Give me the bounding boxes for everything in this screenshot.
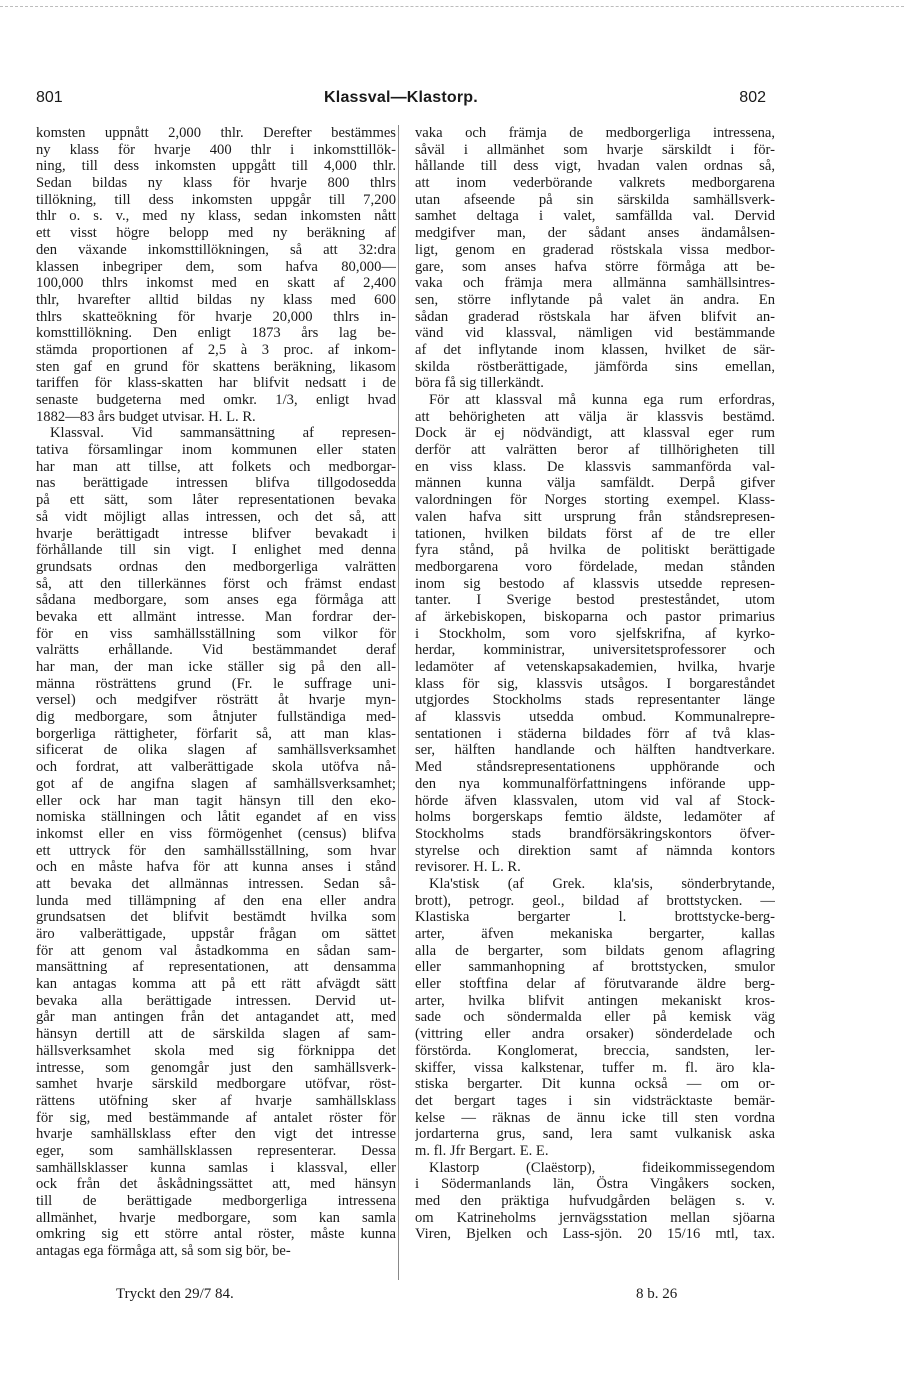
text-line: m. fl. Jfr Bergart. E. E. xyxy=(415,1142,549,1159)
text-line: klass för sig, klassvis utsågos. I borgareståndet xyxy=(415,675,775,692)
text-line: valordningen för Norges storting exempel. Klass- xyxy=(415,492,775,509)
text-line: för att genom val åstadkomma en sådan sam- xyxy=(36,942,396,959)
text-line: utan afseende på sin särskilda samhällsverk- xyxy=(415,191,775,208)
text-line: för en viss samhällsställning som vilkor för xyxy=(36,625,396,642)
text-line: grundsatsen det blifvit bestämdt hvilka som xyxy=(36,909,396,926)
page-number-left: 801 xyxy=(36,89,63,106)
text-line: Sedan bildas ny klass för hvarje 800 thlrs xyxy=(36,175,396,192)
text-line: thlr o. s. v., med ny klass, sedan inkomsten nått xyxy=(36,208,396,225)
text-line: den växande inkomsttillökningen, så att 32:dra xyxy=(36,241,396,258)
top-edge-rule xyxy=(0,6,904,7)
text-line: i Stockholm, som voro sjelfskrifna, af kyrko- xyxy=(415,625,775,642)
text-line: omkring sig ett större antal röster, måste kunna xyxy=(36,1226,396,1243)
text-line: jordarterna grus, sand, lera samt vulkanisk aska xyxy=(415,1126,775,1143)
text-line: äro valberättigade, uppstår frågan om sättet xyxy=(36,926,396,942)
text-line: Med ståndsrepresentationens upphörande och xyxy=(415,759,775,776)
left-column xyxy=(36,125,396,1260)
text-line: intresse, som genomgår just den samhällsverk- xyxy=(36,1059,396,1076)
text-line: antagas ega förmåga att, så som sig bör, be- xyxy=(36,1243,291,1260)
text-line: ser, hälften handlande och hälften handtverkare. xyxy=(415,742,775,759)
text-line: arter, äfven mekaniska bergarter, kallas xyxy=(415,926,775,942)
text-line: samhällsklasser kunna samlas i klassval, eller xyxy=(36,1159,396,1176)
text-line: 1882—83 års budget utvisar. H. L. R. xyxy=(36,408,256,425)
page-number-right: 802 xyxy=(739,89,766,106)
text-line: inom sig bestodo af klassvis utsedde represen- xyxy=(415,575,775,592)
text-line: herdar, komministrar, universitetsprofessorer och xyxy=(415,642,775,659)
text-line: männen kunna välja samfäldt. Derpå gifver xyxy=(415,475,775,492)
text-line: stiska bergarter. Dit kunna också — om or- xyxy=(415,1076,775,1093)
text-line: arter, hvilka blifvit antingen mekaniskt kros- xyxy=(415,992,775,1009)
text-line: så, att den tillerkännes först och främst endast xyxy=(36,575,396,592)
text-line: holms borgerskaps femtio äldste, ledamöter af xyxy=(415,809,775,826)
running-title: Klassval—Klastorp. xyxy=(324,89,478,106)
text-line: i Södermanlands län, Östra Vingåkers socken, xyxy=(415,1176,775,1193)
text-line: utgjordes Stockholms stads representanter länge xyxy=(415,692,775,709)
page-header xyxy=(36,89,766,111)
text-line: så vidt möjligt allas intressen, och det så, att xyxy=(36,508,396,525)
text-line: att behörigheten att välja är klassvis bestämd. xyxy=(415,408,775,425)
sheet-signature: 8 b. 26 xyxy=(636,1286,678,1302)
text-line: bevaka ett allmänt intresse. Man fordrar der- xyxy=(36,608,396,625)
text-line: ledamöter af vetenskapsakademien, hvilka, hvarje xyxy=(415,659,775,675)
text-line: Klastiska bergarter l. brottstycke-berg- xyxy=(415,909,775,926)
text-line: ning, till dess inkomsten uppgått till 4,000 thlr. xyxy=(36,158,396,175)
text-line: om Katrineholms jernvägsstation mellan sjöarna xyxy=(415,1209,775,1226)
text-line: thlr, hvarefter alltid bildas ny klass med 600 xyxy=(36,291,396,308)
text-line: nomiska ställningen och låtit egandet af en viss xyxy=(36,809,396,826)
text-line: vänd vid klassval, nämligen vid bestämmande xyxy=(415,325,775,342)
text-line: brott), petrogr. geol., bildad af brottstycken. — xyxy=(415,892,775,909)
text-line: sådan graderad röstskala har äfven blifvit an- xyxy=(415,308,775,325)
text-line: såväl i allmänhet som hvarje särskildt i för- xyxy=(415,141,775,158)
text-line: böra få sig tillerkändt. xyxy=(415,375,544,392)
text-line: sten gaf en grund för skattens beräkning, likasom xyxy=(36,358,396,375)
text-line: lunda med tillämpning af den ena eller andra xyxy=(36,892,396,909)
text-line: revisorer. H. L. R. xyxy=(415,859,521,876)
text-line: det bergart tages i sin vidsträcktaste bemär- xyxy=(415,1092,775,1109)
text-line: senaste budgeterna med omkr. 1/3, enligt hvad xyxy=(36,392,396,408)
text-line: och fordrat, att valberättigade skola utöfva nå- xyxy=(36,759,396,776)
text-line: alla de bergarter, som bildats genom aflagring xyxy=(415,942,775,959)
text-line: grundsats ordnas den medborgerliga valrätten xyxy=(36,558,396,575)
text-line: medborgarena voro fördelade, medan stånden xyxy=(415,558,775,575)
text-line: För att klassval må kunna ega rum erfordras, xyxy=(429,392,775,408)
text-line: tillökning, till dess inkomsten uppgår till 7,200 xyxy=(36,191,396,208)
text-line: vaka och främja mera allmänna samhällsintres- xyxy=(415,275,775,292)
text-line: Viren, Bjelken och Lass-sjön. 20 15/16 mtl, tax. xyxy=(415,1226,775,1243)
text-line: valen hafva sitt ursprung från ståndsrepresen- xyxy=(415,508,775,525)
text-line: dig medborgare, som åtnjuter fullständiga med- xyxy=(36,709,396,726)
text-line: att inom vederbörande valkrets medborgarena xyxy=(415,175,775,192)
text-line: skiffer, vissa kalkstenar, tuffer m. fl. äro kla- xyxy=(415,1059,775,1076)
text-line: borgerliga rättigheter, förfarit så, att man klas- xyxy=(36,725,396,742)
text-line: af ärkebiskopen, biskoparna och pastor primarius xyxy=(415,608,775,625)
text-line: männa rösträttens grund (Fr. le suffrage uni- xyxy=(36,675,396,692)
text-line: mansättning af representationen, att densamma xyxy=(36,959,396,976)
text-line: har man att tillse, att folkets och medborgar- xyxy=(36,458,396,475)
text-line: hvarje berättigadt intresse blifver bevakadt i xyxy=(36,525,396,542)
text-line: eller stoftfina delar af förutvarande äldre berg- xyxy=(415,976,775,993)
text-line: 100,000 thlrs inkomst med en skatt af 2,400 xyxy=(36,275,396,292)
text-line: thlrs skatteökning för hvarje 20,000 thlrs in- xyxy=(36,308,396,325)
text-line: valrätts erhållande. Vid bestämmandet deraf xyxy=(36,642,396,659)
text-line: skilda röstberättigade, jämförda sins emellan, xyxy=(415,358,775,375)
text-line: komsten uppnått 2,000 thlr. Derefter bestämmes xyxy=(36,125,396,141)
text-line: versel) och medgifver rösträtt åt hvarje myn- xyxy=(36,692,396,709)
text-line: hvarje samhällsklass efter den vigt det intresse xyxy=(36,1126,396,1143)
text-line: den nya kommunalförfattningens införande upp- xyxy=(415,775,775,792)
text-line: har man, der man icke ställer sig på den all- xyxy=(36,659,396,675)
text-line: samhet hvarje särskild medborgare utöfvar, röst- xyxy=(36,1076,396,1093)
text-line: samhet deltaga i valet, samfällda val. Dervid xyxy=(415,208,775,225)
text-line: medgifver man, der sådant anses ändamålsen- xyxy=(415,225,775,242)
text-line: eger, som samhällsklassen representerar. Dessa xyxy=(36,1142,396,1159)
text-line: af det inflytande inom klassen, hvilket de sär- xyxy=(415,341,775,358)
text-line: nas berättigade intressen blifva tillgodosedda xyxy=(36,475,396,492)
text-line: tativa församlingar inom kommunen eller staten xyxy=(36,442,396,459)
page-footer xyxy=(36,1286,766,1306)
text-line: Dock är ej nödvändigt, att klassval eger rum xyxy=(415,425,775,442)
text-line: Kla'stisk (af Grek. kla'sis, sönderbrytande, xyxy=(429,875,775,892)
text-line: sade och söndermalda eller på kemisk väg xyxy=(415,1009,775,1026)
text-line: allmänhet, hvarje medborgare, som kan samla xyxy=(36,1209,396,1226)
text-line: tanter. I Sverige bestod presteståndet, utom xyxy=(415,592,775,609)
text-line: eller sammanhopning af brottstycken, smulor xyxy=(415,959,775,976)
text-line: ett visst högre belopp med ny beräkning af xyxy=(36,225,396,242)
text-line: eller ock har man tagit hänsyn till den eko- xyxy=(36,792,396,809)
column-divider xyxy=(398,125,399,1280)
text-line: förstörda. Konglomerat, breccia, sandsten, ler- xyxy=(415,1042,775,1059)
text-line: hällsverksamhet skola med sig förknippa det xyxy=(36,1042,396,1059)
text-line: styrelse och direktion samt af nämnda kontors xyxy=(415,842,775,859)
text-line: ett uttryck för den samhällsställning, som hvar xyxy=(36,842,396,859)
text-line: Klastorp (Claëstorp), fideikommissegendom xyxy=(429,1159,775,1176)
text-line: sen, större inflytande på valet än andra. En xyxy=(415,291,775,308)
text-line: got af de angifna slagen af samhällsverksamhet; xyxy=(36,775,396,792)
text-line: vaka och främja de medborgerliga intressena, xyxy=(415,125,775,141)
text-line: klassen inbegriper dem, som hafva 80,000— xyxy=(36,258,396,275)
text-line: en viss klass. De klassvis sammanförda val- xyxy=(415,458,775,475)
text-line: med den präktiga hufvudgården belägen s. v. xyxy=(415,1193,775,1209)
text-line: kelse — räknas de ännu icke till sten vordna xyxy=(415,1109,775,1126)
text-line: hänsyn dertill att de särskilda slagen af sam- xyxy=(36,1026,396,1043)
text-line: tariffen för klass-skatten har blifvit nedsatt i de xyxy=(36,375,396,392)
text-line: inkomst eller en viss förmögenhet (census) blifva xyxy=(36,825,396,842)
text-line: Klassval. Vid sammansättning af represen- xyxy=(50,425,396,442)
text-line: hållande till dess vigt, hvadan valen ordnas så, xyxy=(415,158,775,175)
text-line: ligt, genom en graderad röstskala vissa medbor- xyxy=(415,241,775,258)
text-line: för sig, med bestämmande af antalet röster för xyxy=(36,1109,396,1126)
text-line: ock från det åskådningssättet att, med hänsyn xyxy=(36,1176,396,1193)
text-line: tationen, hvilken bildats först af de tre eller xyxy=(415,525,775,542)
print-date: Tryckt den 29/7 84. xyxy=(116,1286,234,1302)
text-line: kan antagas komma att på ett rätt afvägdt sätt xyxy=(36,976,396,993)
text-line: sificerat de olika slagen af samhällsverksamhet xyxy=(36,742,396,759)
text-line: och en måste hafva för att kunna anses i stånd xyxy=(36,859,396,876)
text-line: gare, som anses hafva större förmåga att be- xyxy=(415,258,775,275)
text-line: att bevaka det allmännas intressen. Sedan så- xyxy=(36,875,396,892)
text-line: af klassvis utsedda ombud. Kommunalrepre- xyxy=(415,709,775,726)
text-line: sentationen i städerna bildades förr af två klas- xyxy=(415,725,775,742)
text-line: hörde äfven klassvalen, utom vid val af Stock- xyxy=(415,792,775,809)
text-line: går man antingen från det antagandet att, med xyxy=(36,1009,396,1026)
text-line: på ett sätt, som låter representationen bevaka xyxy=(36,492,396,509)
text-line: rättens utöfning sker af hvarje samhällsklass xyxy=(36,1092,396,1109)
text-line: sådana medborgare, som anses ega förmåga att xyxy=(36,592,396,609)
text-line: ny klass för hvarje 400 thlr i inkomsttillök- xyxy=(36,141,396,158)
text-line: derför att valrätten beror af tillhörigheten till xyxy=(415,442,775,459)
text-line: till de berättigade medborgerliga intressena xyxy=(36,1193,396,1209)
text-line: fyra stånd, på hvilka de politiskt berättigade xyxy=(415,542,775,559)
text-line: bevaka alla berättigade intressen. Dervid ut- xyxy=(36,992,396,1009)
text-line: förhållande till sin vigt. I enlighet med denna xyxy=(36,542,396,559)
text-line: komsttillökning. Den enligt 1873 års lag be- xyxy=(36,325,396,342)
text-line: Stockholms stads brandförsäkringskontors öfver- xyxy=(415,825,775,842)
text-line: stämda proportionen af 2,5 à 3 proc. af inkom- xyxy=(36,341,396,358)
right-column xyxy=(415,125,775,1243)
text-line: (vittring eller andra orsaker) sönderdelade och xyxy=(415,1026,775,1043)
